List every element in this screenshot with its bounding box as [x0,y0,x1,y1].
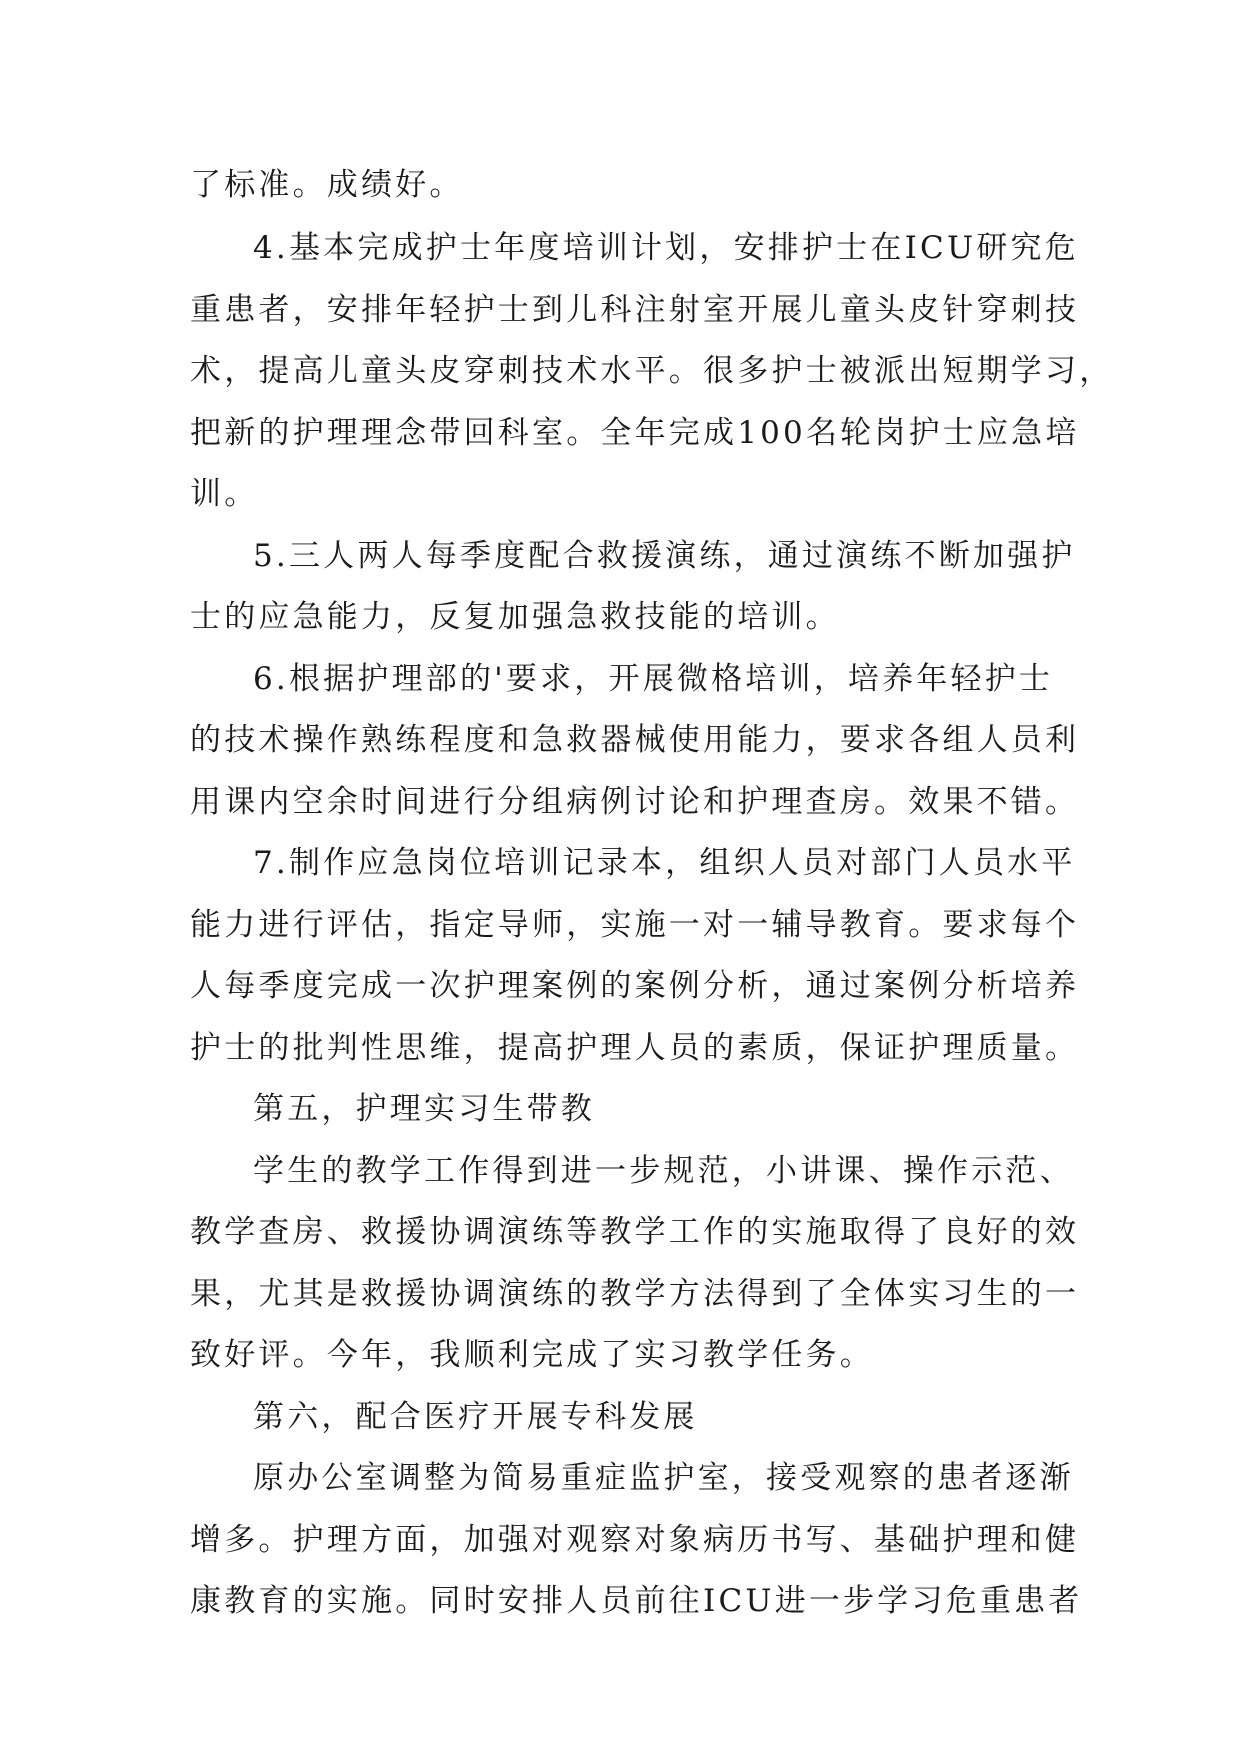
text-line: 教学查房、救援协调演练等教学工作的实施取得了良好的效 [190,1214,1080,1250]
text-line: 6.根据护理部的'要求，开展微格培训，培养年轻护士 [253,661,1054,697]
text-line: 士的应急能力，反复加强急救技能的培训。 [190,599,840,635]
text-line: 7.制作应急岗位培训记录本，组织人员对部门人员水平 [253,845,1076,881]
text-line: 了标准。成绩好。 [190,167,464,203]
text-line: 致好评。今年，我顺利完成了实习教学任务。 [190,1337,874,1373]
text-line: 护士的批判性思维，提高护理人员的素质，保证护理质量。 [190,1030,1080,1066]
text-line: 4.基本完成护士年度培训计划，安排护士在ICU研究危 [253,230,1079,266]
text-line: 康教育的实施。同时安排人员前往ICU进一步学习危重患者 [190,1583,1083,1619]
text-line: 原办公室调整为简易重症监护室，接受观察的患者逐渐 [253,1460,1074,1496]
text-line: 把新的护理理念带回科室。全年完成100名轮岗护士应急培 [190,415,1080,451]
text-line: 用课内空余时间进行分组病例讨论和护理查房。效果不错。 [190,784,1080,820]
section-heading: 第六，配合医疗开展专科发展 [253,1399,698,1435]
text-line: 5.三人两人每季度配合救援演练，通过演练不断加强护 [253,538,1076,574]
text-line: 果，尤其是救援协调演练的教学方法得到了全体实习生的一 [190,1276,1080,1312]
text-line: 增多。护理方面，加强对观察对象病历书写、基础护理和健 [190,1522,1080,1558]
text-line: 的技术操作熟练程度和急救器械使用能力，要求各组人员利 [190,722,1080,758]
text-line: 人每季度完成一次护理案例的案例分析，通过案例分析培养 [190,968,1080,1004]
text-line: 训。 [190,476,259,512]
section-heading: 第五，护理实习生带教 [253,1091,595,1127]
text-line: 术，提高儿童头皮穿刺技术水平。很多护士被派出短期学习， [190,353,1114,389]
text-line: 学生的教学工作得到进一步规范，小讲课、操作示范、 [253,1153,1074,1189]
text-line: 重患者，安排年轻护士到儿科注射室开展儿童头皮针穿刺技 [190,292,1080,328]
text-line: 能力进行评估，指定导师，实施一对一辅导教育。要求每个 [190,907,1080,943]
